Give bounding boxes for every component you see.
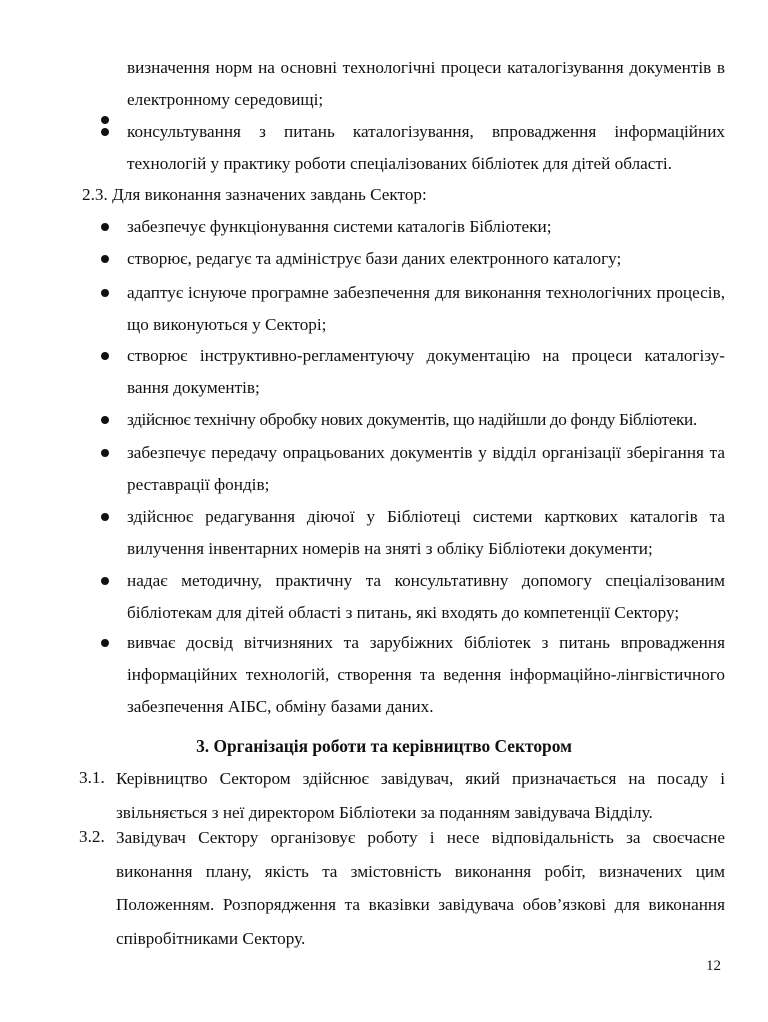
bullet-icon — [101, 116, 109, 124]
bullet-icon — [101, 223, 109, 231]
numbered-item-text: Керівництво Сектором здійснює завідувач, який призначається на посаду і звільняється з неї директором Бібліотеки за поданням завідувача Відділу. — [116, 769, 725, 822]
item-number: 3.2. — [79, 827, 105, 846]
numbered-item-text: Завідувач Сектору організовує роботу і несе відповідальність за своєчасне виконання плану, якість та змістовність виконання робіт, визначених цим Положенням. Розпорядження та вказівки завідувача обов’язкові для виконання співробітниками Сектору. — [116, 828, 725, 948]
bullet-icon — [101, 255, 109, 263]
bullet-icon — [101, 416, 109, 424]
bullet-icon — [101, 639, 109, 647]
paragraph-2-3: 2.3. Для виконання зазначених завдань Сектор: — [82, 185, 427, 204]
bullet-icon — [101, 128, 109, 136]
list-item-text: здійснює технічну обробку нових документів, що надійшли до фонду Бібліотеки. — [127, 410, 697, 429]
list-item-text: створює інструктивно-регламентуючу документацію на процеси каталогізу-вання документів; — [127, 346, 725, 397]
list-item-text: створює, редагує та адмініструє бази даних електронного каталогу; — [127, 249, 622, 268]
bullet-icon — [101, 289, 109, 297]
section-heading: 3. Організація роботи та керівництво Сектором — [196, 736, 572, 756]
list-item-text: вивчає досвід вітчизняних та зарубіжних бібліотек з питань впровадження інформаційних технологій, створення та ведення інформаційно-лінгвістичного забезпечення АІБС, обміну базами даних. — [127, 633, 725, 716]
list-item-text: забезпечує функціонування системи каталогів Бібліотеки; — [127, 217, 552, 236]
list-item-text: здійснює редагування діючої у Бібліотеці системи карткових каталогів та вилучення інвентарних номерів на зняті з обліку Бібліотеки документи; — [127, 507, 725, 558]
list-item-text: надає методичну, практичну та консультативну допомогу спеціалізованим бібліотекам для дітей області з питань, які входять до компетенції Сектору; — [127, 571, 725, 622]
bullet-icon — [101, 449, 109, 457]
list-item-text: адаптує існуюче програмне забезпечення для виконання технологічних процесів, що виконуються у Секторі; — [127, 283, 725, 334]
page-number: 12 — [706, 958, 721, 974]
item-number: 3.1. — [79, 768, 105, 787]
bullet-icon — [101, 513, 109, 521]
list-item-text: консультування з питань каталогізування, впровадження інформаційних технологій у практику роботи спеціалізованих бібліотек для дітей області. — [127, 122, 725, 173]
list-item-text: забезпечує передачу опрацьованих документів у відділ організації зберігання та реставрації фондів; — [127, 443, 725, 494]
bullet-icon — [101, 352, 109, 360]
list-item-text: визначення норм на основні технологічні процеси каталогізування документів в електронному середовищі; — [127, 58, 725, 109]
bullet-icon — [101, 577, 109, 585]
